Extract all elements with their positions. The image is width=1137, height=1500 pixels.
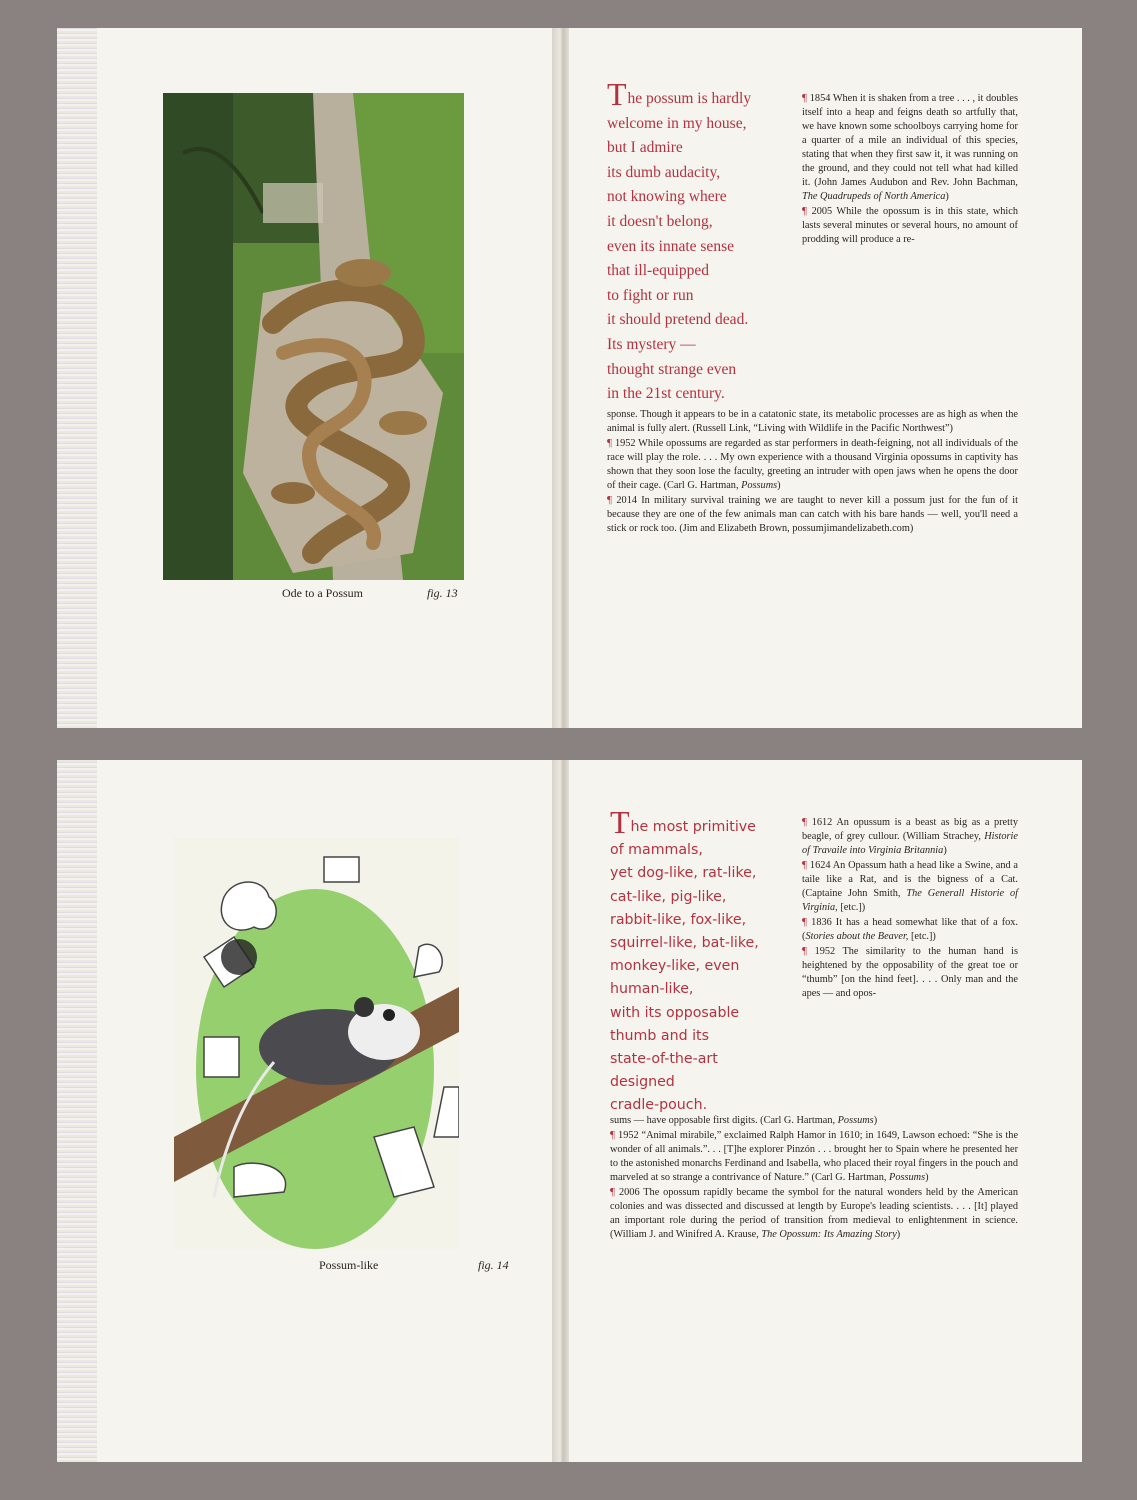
poem-line-text: to fight or run	[607, 286, 694, 304]
poem-line-text: human-like,	[610, 981, 694, 998]
poem-line	[610, 909, 810, 932]
drop-initial: T	[610, 804, 630, 840]
pilcrow-mark: ¶	[802, 916, 812, 928]
poem-line-text: even its innate sense	[607, 237, 734, 255]
poem-line	[610, 1071, 810, 1094]
book-spread-top	[57, 28, 1082, 728]
quote-entry	[802, 204, 1018, 247]
quote-text: An Opassum hath a head like a Swine, and a taile like a Rat, and is the bigness of a Cat. (Captaine John Smith,	[802, 860, 1018, 899]
quote-citation: Possums	[837, 1115, 874, 1126]
poem-line-text: it doesn't belong,	[607, 212, 713, 230]
quote-tail: )	[777, 480, 781, 491]
poem-line-text: squirrel-like, bat-like,	[610, 935, 759, 952]
poem-line-text: state-of-the-art	[610, 1051, 718, 1068]
quote-year: 1624	[809, 860, 833, 871]
quote-tail: )	[896, 1229, 901, 1240]
pilcrow-mark: ¶	[802, 816, 812, 828]
poem-line	[610, 862, 810, 885]
sculpture-photo	[163, 93, 464, 580]
poem-line	[607, 76, 807, 112]
quote-entry	[802, 858, 1018, 915]
quote-text: sponse. Though it appears to be in a catatonic state, its metabolic processes are as high as when the animal is fully alert. (Russell Link, “Living with Wildlife in the Pacific Northwest”)	[607, 409, 1018, 434]
left-page	[57, 760, 554, 1462]
quote-text: In military survival training we are taught to never kill a possum just for the fun of it because they are one of the few animals man can catch with his bare hands — well, you'll need a stick or rock too. (Jim and Elizabeth Brown, possumjimandelizabeth.com)	[607, 495, 1019, 534]
quote-tail: [etc.])	[837, 902, 866, 913]
book-spread-bottom	[57, 760, 1082, 1462]
page-edge	[57, 28, 97, 728]
poem-line-text: of mammals,	[610, 842, 703, 859]
quote-tail: [etc.])	[908, 931, 936, 942]
figure-number: fig. 14	[478, 1258, 509, 1272]
poem-line-text: he possum is hardly	[627, 90, 752, 107]
quote-column	[802, 91, 1018, 247]
quote-tail: )	[873, 1115, 878, 1126]
quote-entry	[607, 493, 1018, 536]
quote-column	[802, 815, 1018, 1001]
quote-year: 1952	[614, 438, 639, 449]
figure-caption: Ode to a Possum	[282, 586, 363, 600]
quote-year: 1854	[809, 93, 833, 104]
poem-line-text: Its mystery —	[607, 335, 696, 353]
pilcrow-mark: ¶	[610, 1186, 619, 1198]
quote-text: The similarity to the human hand is heightened by the opposability of the great toe or “thumb” [on the hind feet]. . . . Only man and the apes — and opos-	[802, 946, 1019, 999]
poem-line	[610, 955, 810, 978]
poem-line-text: in the 21st century.	[607, 385, 725, 403]
poem-line	[607, 308, 807, 333]
poem-line	[610, 978, 810, 1001]
drop-initial: T	[607, 76, 627, 112]
quote-entry	[802, 815, 1018, 858]
quote-text: When it is shaken from a tree . . . , it doubles itself into a heap and feigns death so artfully that, we have known some schoolboys carrying home for a quarter of a mile an individual of this species, stating that when they first saw it, it was running on the ground, and they could not tell what had killed it. (John James Audubon and Rev. John Bachman,	[802, 93, 1019, 188]
quote-year: 2006	[619, 1187, 644, 1198]
page-edge	[57, 760, 97, 1462]
quote-body	[607, 408, 1018, 536]
quote-citation: Historie of Travaile into Virginia Britannia	[802, 831, 1018, 856]
poem-line	[607, 161, 807, 186]
quote-year: 2014	[616, 495, 642, 506]
poem-line-text: cat-like, pig-like,	[610, 888, 727, 905]
quote-text: An opussum is a beast as big as a pretty beagle, of grey cullour. (William Strachey,	[802, 817, 1018, 842]
poem-line-text: welcome in my house,	[607, 114, 747, 132]
poem-line	[607, 333, 807, 358]
quote-entry	[802, 944, 1018, 1001]
quote-text: While opossums are regarded as star performers in death-feigning, not all individuals of the race will play the role. . . . My own experience with a thousand Virginia opossums in captivity has shown that they soon lose the faculty, greeting an intruder with open jaws when he opens the door of their cage. (Carl G. Hartman,	[607, 438, 1019, 491]
poem-line-text: cradle-pouch.	[610, 1097, 708, 1114]
poem-line	[607, 259, 807, 284]
quote-tail: )	[945, 191, 949, 202]
quote-citation: The Generall Historie of Virginia,	[802, 888, 1018, 913]
left-page	[57, 28, 554, 728]
quote-year: 1952	[618, 1130, 642, 1141]
poem-line-text: monkey-like, even	[610, 958, 740, 975]
poem-line	[610, 1048, 810, 1071]
quote-tail: )	[925, 1172, 929, 1183]
poem-line	[607, 358, 807, 383]
poem-line-text: rabbit-like, fox-like,	[610, 911, 747, 928]
quote-text: sums — have opposable first digits. (Carl G. Hartman,	[610, 1115, 838, 1126]
poem-line	[610, 886, 810, 909]
poem-line-text: not knowing where	[607, 188, 727, 206]
poem-line-text: its dumb audacity,	[607, 163, 721, 181]
quote-body	[610, 1114, 1018, 1242]
poem-line	[607, 210, 807, 235]
quote-citation: Stories about the Beaver,	[805, 931, 909, 942]
right-page	[569, 760, 1082, 1462]
poem-line	[607, 235, 807, 260]
poem-line	[607, 136, 807, 161]
poem-line	[607, 112, 807, 137]
poem-line	[607, 284, 807, 309]
pilcrow-mark: ¶	[607, 494, 617, 506]
poem-line	[610, 932, 810, 955]
quote-entry	[610, 1185, 1018, 1242]
quote-citation: The Opossum: Its Amazing Story	[761, 1229, 897, 1240]
poem-line	[607, 185, 807, 210]
poem-line	[610, 804, 810, 840]
quote-tail: )	[943, 845, 947, 856]
quote-citation: Possums	[889, 1172, 926, 1183]
poem-line	[607, 382, 807, 407]
poem-line	[610, 1025, 810, 1048]
quote-entry	[610, 1114, 1018, 1128]
pilcrow-mark: ¶	[802, 945, 815, 957]
possum-illustration	[174, 837, 459, 1249]
poem-text	[610, 804, 810, 1118]
pilcrow-mark: ¶	[802, 205, 812, 217]
pilcrow-mark: ¶	[802, 92, 810, 104]
pilcrow-mark: ¶	[610, 1129, 619, 1141]
quote-year: 1612	[811, 817, 837, 828]
quote-year: 2005	[811, 206, 837, 217]
right-page	[569, 28, 1082, 728]
quote-year: 1952	[814, 946, 843, 957]
quote-entry	[610, 1128, 1018, 1185]
quote-citation: The Quadrupeds of North America	[802, 191, 946, 202]
pilcrow-mark: ¶	[802, 859, 810, 871]
quote-entry	[607, 436, 1018, 493]
quote-text: While the opossum is in this state, which lasts several minutes or several hours, no amount of prodding will produce a re-	[802, 206, 1019, 245]
pilcrow-mark: ¶	[607, 437, 615, 449]
poem-line-text: but I admire	[607, 139, 683, 157]
poem-line-text: with its opposable	[610, 1004, 740, 1021]
poem-line-text: that ill-equipped	[607, 262, 710, 280]
poem-line-text: thought strange even	[607, 360, 737, 378]
poem-line	[610, 1002, 810, 1025]
poem-line-text: yet dog-like, rat-like,	[610, 865, 757, 882]
figure-caption: Possum-like	[319, 1258, 379, 1272]
poem-line-text: it should pretend dead.	[607, 311, 749, 329]
poem-text	[607, 76, 807, 407]
quote-text: The opossum rapidly became the symbol for the natural wonders held by the American colonies and was dissected and discussed at length by Europe's leading scientists. . . . [It] played an important role during the period of transition from medieval to enlightenment in science. (William J. and Winifred A. Krause,	[610, 1187, 1018, 1240]
poem-line-text: designed	[610, 1074, 675, 1091]
quote-entry	[802, 91, 1018, 204]
quote-entry	[802, 915, 1018, 944]
quote-citation: Possums	[741, 480, 778, 491]
poem-line-text: thumb and its	[610, 1027, 709, 1044]
quote-text: “Animal mirabile,” exclaimed Ralph Hamor in 1610; in 1649, Lawson echoed: “She is the wonder of all animals.”. . . [T]he explorer Pinzón . . . brought her to Spain where he presented her to the astonished monarchs Ferdinand and Isabella, who placed their royal fingers in the pouch and marveled at so strange a contrivance of Nature.” (Carl G. Hartman,	[610, 1130, 1019, 1183]
figure-number: fig. 13	[427, 586, 458, 600]
quote-entry	[607, 408, 1018, 436]
poem-line-text: he most primitive	[630, 819, 756, 835]
quote-text: It has a head somewhat like that of a fox. (	[802, 917, 1018, 942]
quote-year: 1836	[811, 917, 836, 928]
poem-line	[610, 839, 810, 862]
